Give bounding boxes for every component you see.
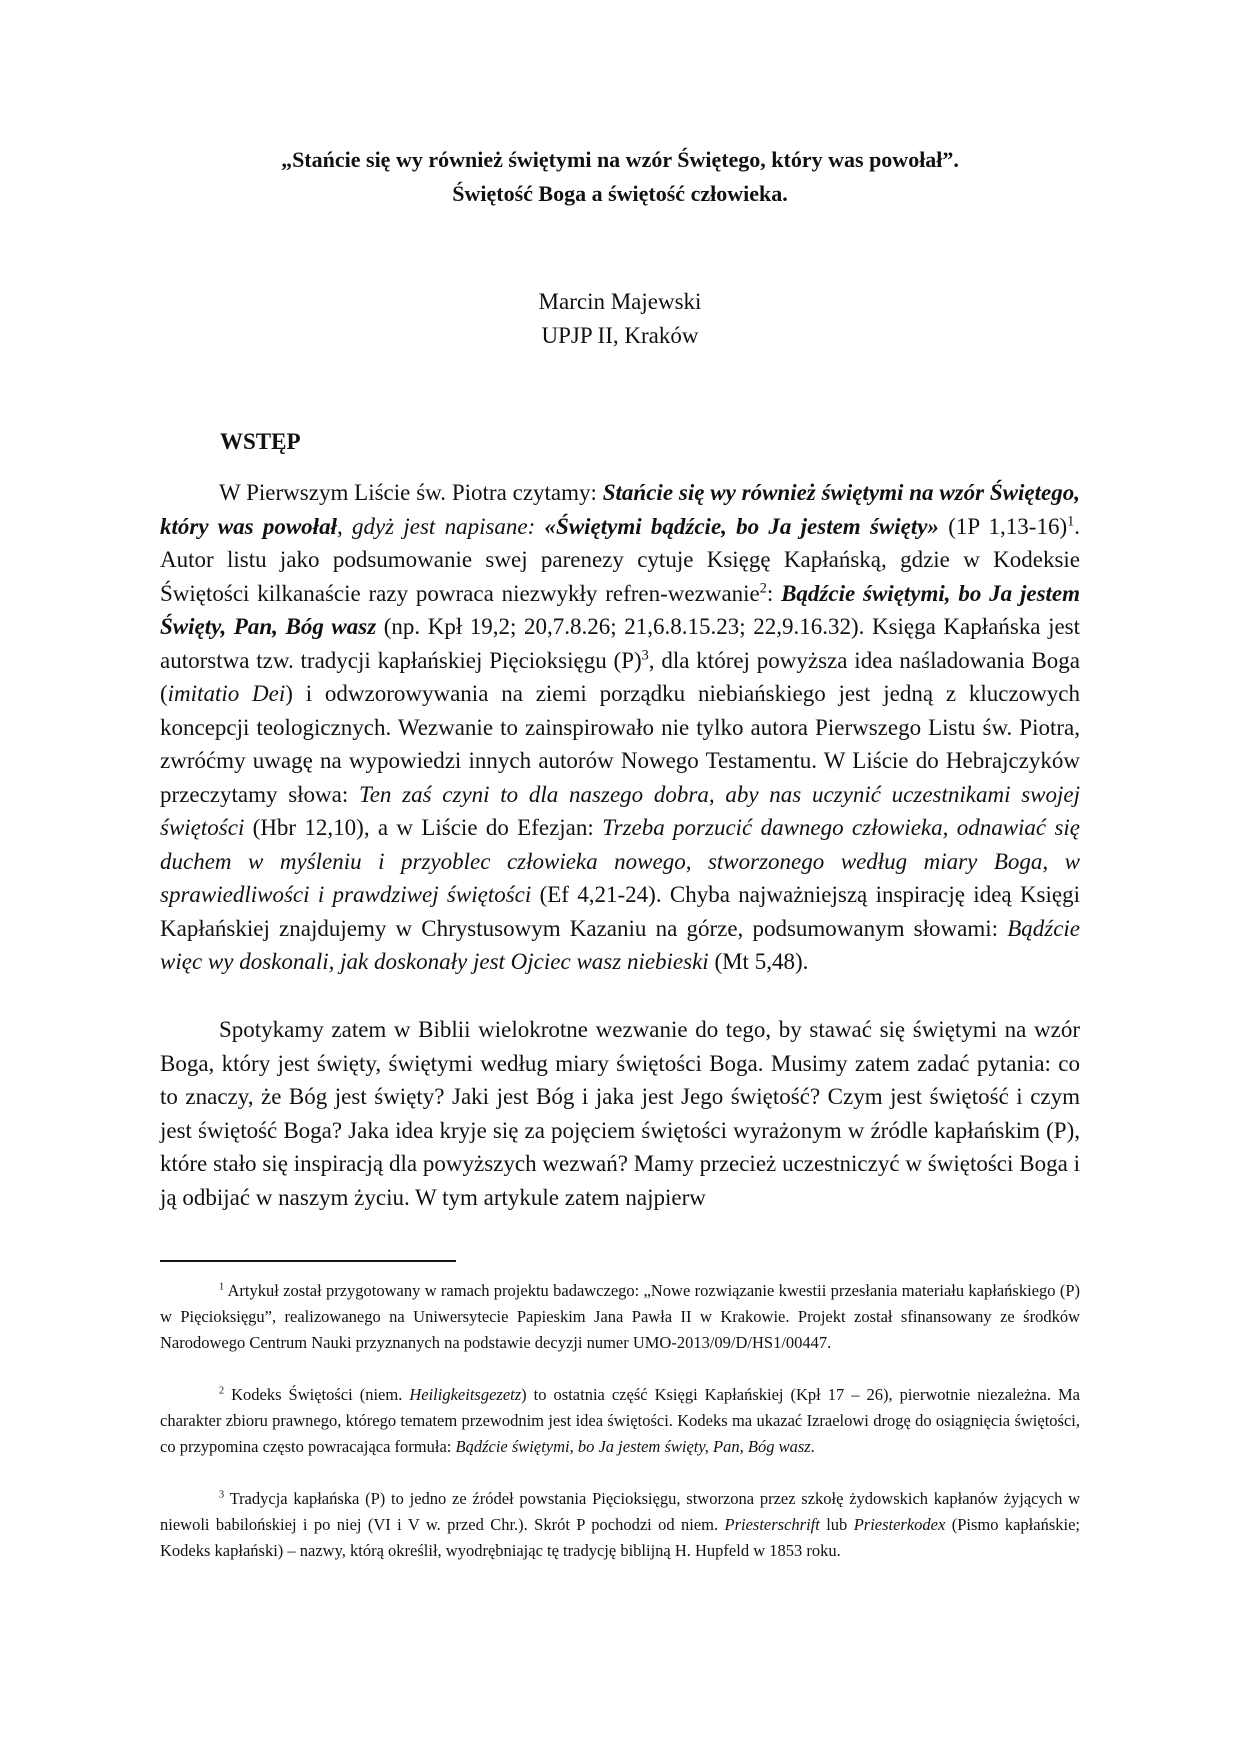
author-name: Marcin Majewski — [538, 289, 702, 314]
italic-text: Priesterkodex — [853, 1515, 946, 1534]
bold-italic-text: Stańcie się wy również świętymi na wzór Świętego, który was powołał — [160, 480, 1080, 539]
body-paragraph: Spotykamy zatem w Biblii wielokrotne wezwanie do tego, by stawać się świętymi na wzór Boga, który jest święty, świętymi według miary świętości Boga. Musimy zatem zadać pytania: co to znaczy, że Bóg jest święty? Jaki jest Bóg i jaka jest Jego świętość? Czym jest świętość i czym jest świętość Boga? Jaka idea kryje się za pojęciem świętości wyrażonym w źródle kapłańskim (P), które stało się inspiracją dla powyższych wezwań? Mamy przecież uczestniczyć w świętości Boga i ją odbijać w naszym życiu. W tym artykule zatem najpierw — [160, 1017, 1080, 1210]
title-line-1: „Stańcie się wy również świętymi na wzór Świętego, który was powołał”. — [281, 147, 959, 172]
author-affiliation: UPJP II, Kraków — [541, 323, 699, 348]
author-block — [150, 285, 1090, 353]
footnote: $^1$ Artykuł został przygotowany w ramach projektu badawczego: „Nowe rozwiązanie kwestii przesłania materiału kapłańskiego (P) w Pięcioksięgu”, realizowanego na Uniwersytecie Papieskim Jana Pawła II w Krakowie. Projekt został sfinansowany ze środków Narodowego Centrum Nauki przyznanych na podstawie decyzji numer UMO-2013/09/D/HS1/00447. — [160, 1281, 1080, 1352]
article-title — [150, 143, 1090, 211]
title-line-2: Świętość Boga a świętość człowieka. — [452, 181, 788, 206]
bold-italic-text: «Świętymi bądźcie, bo Ja jestem święty» — [544, 513, 939, 539]
italic-text: Priesterschrift — [724, 1515, 820, 1534]
italic-text: Trzeba porzucić dawnego człowieka, odnawiać się duchem w myśleniu i przyoblec człowieka nowego, stworzonego według miary Boga, w sprawiedliwości i prawdziwej świętości — [160, 815, 1081, 907]
footnote-reference: 3 — [219, 1489, 225, 1501]
footnote: $^3$ Tradycja kapłańska (P) to jedno ze źródeł powstania Pięcioksięgu, stworzona przez szkołę żydowskich kapłanów żyjących w niewoli babilońskiej i po niej (VI i V w. przed Chr.). Skrót P pochodzi od niem. Priesterschrift lub Priesterkodex (Pismo kapłańskie; Kodeks kapłański) – nazwy, którą określił, wyodrębniając tę tradycję biblijną H. Hupfeld w 1853 roku. — [160, 1489, 1080, 1560]
italic-text: Bądźcie więc wy doskonali, jak doskonały jest Ojciec wasz niebieski — [160, 915, 1080, 974]
footnote-reference: 1 — [219, 1281, 225, 1293]
bold-italic-text: Bądźcie świętymi, bo Ja jestem Święty, Pan, Bóg wasz — [160, 580, 1081, 639]
footnote-reference: 2 — [219, 1385, 225, 1397]
footnote-reference: 2 — [759, 579, 767, 596]
italic-text: , gdyż jest napisane: — [336, 513, 545, 539]
body-paragraph: W Pierwszym Liście św. Piotra czytamy: Stańcie się wy również świętymi na wzór Świętego, który was powołał, gdyż jest napisane: «Świętymi bądźcie, bo Ja jestem święty» (1P 1,13-16)$^1$. Autor listu jako podsumowanie swej parenezy cytuje Księgę Kapłańską, gdzie w Kodeksie Świętości kilkanaście razy powraca niezwykły refren-wezwanie$^2$: Bądźcie świętymi, bo Ja jestem Święty, Pan, Bóg wasz (np. Kpł 19,2; 20,7.8.26; 21,6.8.15.23; 22,9.16.32). Księga Kapłańska jest autorstwa tzw. tradycji kapłańskiej Pięcioksięgu $(P)^3$, dla której powyższa idea naśladowania Boga (imitatio Dei) i odwzorowywania na ziemi porządku niebiańskiego jest jedną z kluczowych koncepcji teologicznych. Wezwanie to zainspirowało nie tylko autora Pierwszego Listu św. Piotra, zwróćmy uwagę na wypowiedzi innych autorów Nowego Testamentu. W Liście do Hebrajczyków przeczytamy słowa: Ten zaś czyni to dla naszego dobra, aby nas uczynić uczestnikami swojej świętości (Hbr 12,10), a w Liście do Efezjan: Trzeba porzucić dawnego człowieka, odnawiać się duchem w myśleniu i przyoblec człowieka nowego, stworzonego według miary Boga, w sprawiedliwości i prawdziwej świętości (Ef 4,21-24). Chyba najważniejszą inspirację ideą Księgi Kapłańskiej znajdujemy w Chrystusowym Kazaniu na górze, podsumowanym słowami: Bądźcie więc wy doskonali, jak doskonały jest Ojciec wasz niebieski (Mt 5,48). — [160, 480, 1081, 974]
footnote-reference: 1 — [1067, 512, 1075, 529]
section-heading: WSTĘP — [220, 429, 301, 454]
italic-text: imitatio Dei — [167, 681, 286, 706]
footnote-separator — [160, 1260, 456, 1262]
italic-text: Heiligkeitsgezetz — [409, 1385, 522, 1404]
italic-text: Bądźcie świętymi, bo Ja jestem święty, Pan, Bóg wasz — [455, 1437, 811, 1456]
footnote-reference: 3 — [641, 646, 649, 663]
italic-text: Ten zaś czyni to dla naszego dobra, aby nas uczynić uczestnikami swojej świętości — [160, 781, 1080, 840]
footnote: $^2$ Kodeks Świętości (niem. Heiligkeitsgezetz) to ostatnia część Księgi Kapłańskiej (Kpł 17 – 26), pierwotnie niezależna. Ma charakter zbioru prawnego, którego tematem przewodnim jest idea świętości. Kodeks ma ukazać Izraelowi drogę do osiągnięcia świętości, co przypomina często powracająca formuła: Bądźcie świętymi, bo Ja jestem święty, Pan, Bóg wasz. — [160, 1385, 1080, 1456]
